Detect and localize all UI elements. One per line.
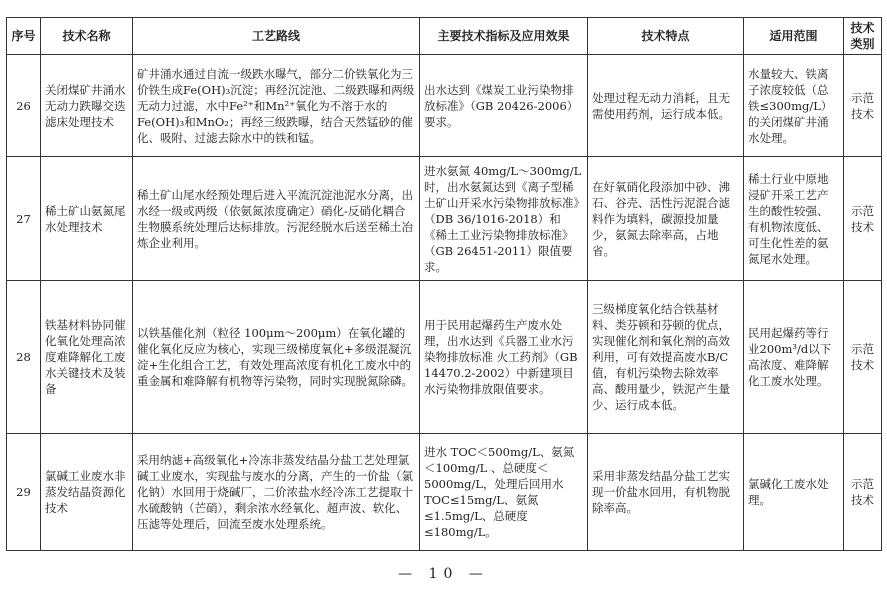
page-number: — 10 — <box>398 566 489 582</box>
row-no: 28 <box>7 281 41 434</box>
tech-name: 铁基材料协同催化氧化处理高浓度难降解化工废水关键技术及装备 <box>41 281 133 434</box>
category: 示范技术 <box>844 434 882 551</box>
header-features: 技术特点 <box>588 18 744 55</box>
header-category: 技术类别 <box>844 18 882 55</box>
indicators: 用于民用起爆药生产废水处理，出水达到《兵器工业水污染物排放标准 火工药剂》（GB 14470.2-2002）中新建项目水污染物排放限值要求。 <box>420 281 588 434</box>
header-route: 工艺路线 <box>133 18 420 55</box>
category: 示范技术 <box>844 157 882 281</box>
scope: 水量较大、铁离子浓度较低（总铁≤300mg/L）的关闭煤矿井涌水处理。 <box>744 55 844 157</box>
indicators: 进水氨氮 40mg/L～300mg/L时，出水氨氮达到《离子型稀土矿山开采水污染物排放标准》（DB 36/1016-2018）和《稀土工业污染物排放标准》（GB 26451-2011）限值要求。 <box>420 157 588 281</box>
category: 示范技术 <box>844 281 882 434</box>
features: 采用非蒸发结晶分盐工艺实现一价盐水回用，有机物脱除率高。 <box>588 434 744 551</box>
features: 在好氧硝化段添加中砂、沸石、谷壳、活性污泥混合滤料作为填料，碳源投加量少，氨氮去除率高，占地省。 <box>588 157 744 281</box>
scope: 氯碱化工废水处理。 <box>744 434 844 551</box>
process-route: 矿井涌水通过自流一级跌水曝气，部分二价铁氧化为三价铁生成Fe(OH)₃沉淀；再经沉淀池、二级跌曝和两级无动力过滤，水中Fe²⁺和Mn²⁺氧化为不溶于水的Fe(OH)₃和MnO₂；再经三级跌曝，结合天然锰砂的催化、吸附、过滤去除水中的铁和锰。 <box>133 55 420 157</box>
header-no: 序号 <box>7 18 41 55</box>
row-no: 29 <box>7 434 41 551</box>
row-no: 26 <box>7 55 41 157</box>
indicators: 进水 TOC＜500mg/L、氨氮＜100mg/L 、总硬度＜5000mg/L，处理后回用水 TOC≤15mg/L、氨氮≤1.5mg/L、总硬度≤180mg/L。 <box>420 434 588 551</box>
tech-name: 稀土矿山氨氮尾水处理技术 <box>41 157 133 281</box>
scope: 稀土行业中原地浸矿开采工艺产生的酸性较强、有机物浓度低、可生化性差的氨氮尾水处理。 <box>744 157 844 281</box>
process-route: 采用纳滤+高级氧化+冷冻非蒸发结晶分盐工艺处理氯碱工业废水，实现盐与废水的分离，产生的一价盐（氯化钠）水回用于烧碱厂，二价浓盐水经冷冻工艺提取十水硫酸钠（芒硝），剩余浓水经氧化、超声波、软化、压滤等处理后，回流至废水处理系统。 <box>133 434 420 551</box>
technology-table <box>6 17 882 551</box>
category: 示范技术 <box>844 55 882 157</box>
tech-name: 关闭煤矿井涌水无动力跌曝交迭滤床处理技术 <box>41 55 133 157</box>
table-row <box>7 157 882 281</box>
process-route: 稀土矿山尾水经预处理后进入平流沉淀池泥水分离，出水经一级或两级（依氨氮浓度确定）硝化-反硝化耦合生物膜系统处理后达标排放。污泥经脱水后送至稀土冶炼企业利用。 <box>133 157 420 281</box>
tech-name: 氯碱工业废水非蒸发结晶资源化技术 <box>41 434 133 551</box>
header-indicators: 主要技术指标及应用效果 <box>420 18 588 55</box>
table-row <box>7 434 882 551</box>
row-no: 27 <box>7 157 41 281</box>
features: 处理过程无动力消耗，且无需使用药剂，运行成本低。 <box>588 55 744 157</box>
header-name: 技术名称 <box>41 18 133 55</box>
table-row <box>7 55 882 157</box>
features: 三级梯度氧化结合铁基材料、类芬顿和芬顿的优点，实现催化剂和氧化剂的高效利用，可有效提高废水B/C值，有机污染物去除效率高、酸用量少，铁泥产生量少、运行成本低。 <box>588 281 744 434</box>
table-header-row <box>7 18 882 55</box>
process-route: 以铁基催化剂（粒径 100μm～200μm）在氧化罐的催化氧化反应为核心，实现三级梯度氧化+多级混凝沉淀+生化组合工艺，有效处理高浓度有机化工废水中的重金属和难降解有机物等污染物，同时实现脱氮除磷。 <box>133 281 420 434</box>
scope: 民用起爆药等行业200m³/d以下高浓度、难降解化工废水处理。 <box>744 281 844 434</box>
indicators: 出水达到《煤炭工业污染物排放标准》（GB 20426-2006）要求。 <box>420 55 588 157</box>
header-scope: 适用范围 <box>744 18 844 55</box>
table-row <box>7 281 882 434</box>
